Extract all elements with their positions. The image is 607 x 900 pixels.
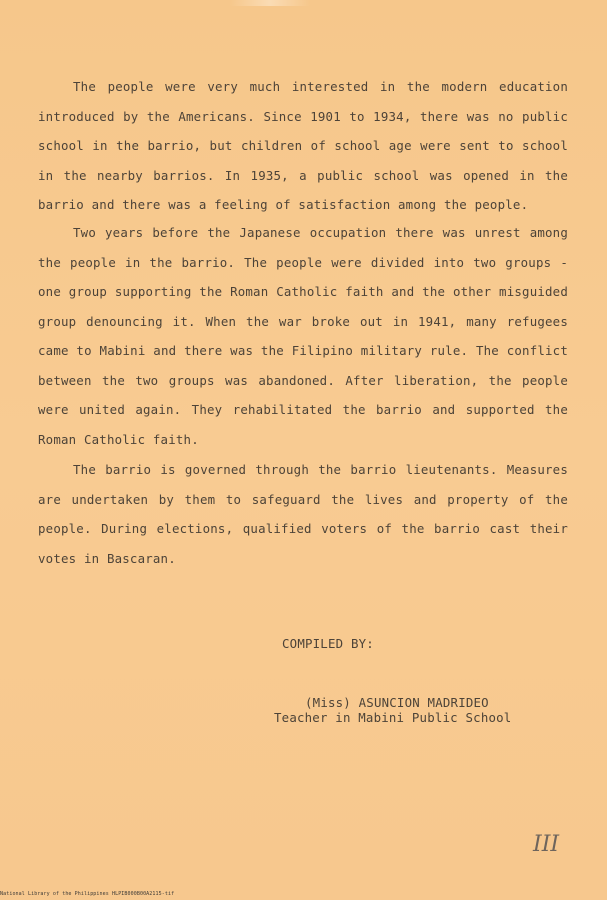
paragraph-government: The barrio is governed through the barrio lieutenants. Measures are undertaken by them to safeguard the lives and property of the people. During elections, qualified voters of the barrio cast their votes in Bascaran.: [38, 462, 568, 566]
signatory-title: Teacher in Mabini Public School: [274, 710, 512, 725]
paper-stain: [230, 0, 310, 6]
compiled-by-label: COMPILED BY:: [282, 636, 374, 651]
archive-footer: National Library of the Philippines HLPIB000B00A2115-tif: [0, 891, 175, 897]
paragraph-occupation: Two years before the Japanese occupation there was unrest among the people in the barrio. The people were divided into two groups - one group supporting the Roman Catholic faith and the other misguided group denouncing it. When the war broke out in 1941, many refugees came to Mabini and there was the Filipino military rule. The conflict between the two groups was abandoned. After liberation, the people were united again. They rehabilitated the barrio and supported the Roman Catholic faith.: [38, 225, 568, 447]
signatory-name: (Miss) ASUNCION MADRIDEO: [305, 695, 489, 710]
handwritten-page-number: III: [533, 832, 560, 857]
paragraph-education: The people were very much interested in the modern education introduced by the Americans. Since 1901 to 1934, there was no public school in the barrio, but children of school age were sent to school in the nearby barrios. In 1935, a public school was opened in the barrio and there was a feeling of satisfaction among the people.: [38, 79, 568, 212]
